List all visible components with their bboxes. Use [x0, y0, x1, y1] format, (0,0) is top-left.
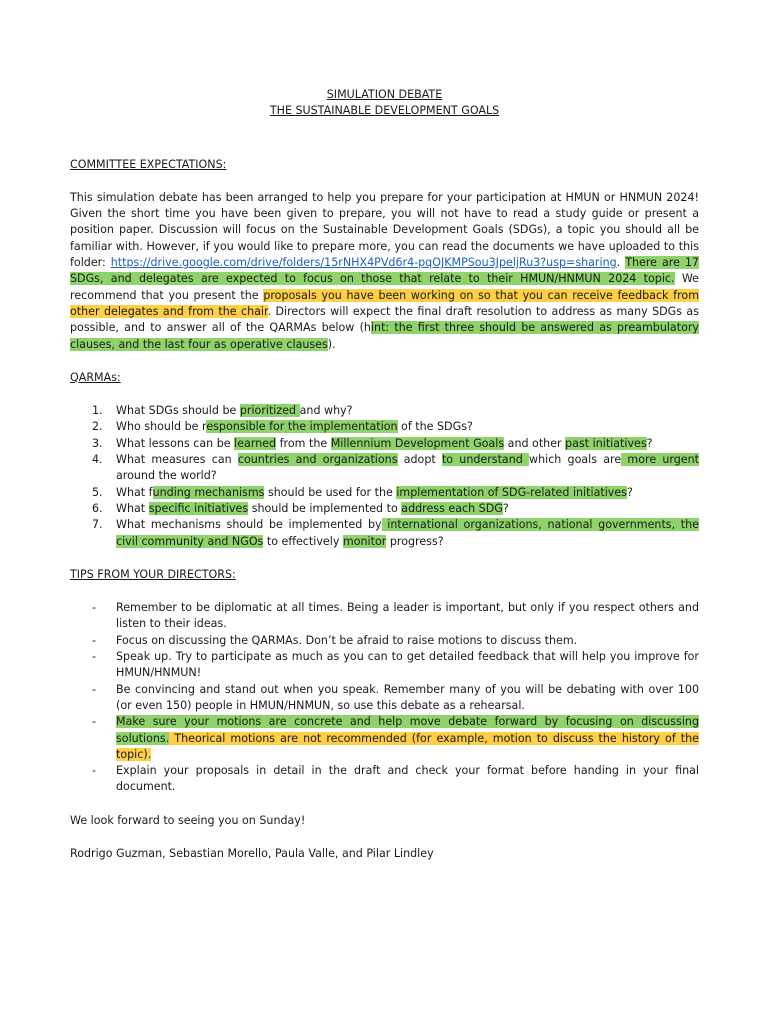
qarma-item-highlight: prioritized	[239, 404, 300, 418]
qarma-item-marker: 4.	[92, 453, 103, 467]
qarma-item-text: of the SDGs?	[397, 420, 473, 434]
qarma-item	[70, 403, 699, 419]
intro-paragraph	[70, 190, 699, 353]
qarma-item-highlight: international organizations, national governments, the civil community and NGOs	[116, 518, 699, 548]
tip-item-text: Speak up. Try to participate as much as you can to get detailed feedback that will help you improve for HMUN/HNMUN!	[116, 650, 699, 680]
tips-list	[70, 600, 699, 796]
qarma-item-text: What lessons can be	[116, 436, 235, 450]
qarma-item-text: should be implemented to	[248, 501, 402, 515]
document-body	[70, 87, 699, 862]
intro-text: This simulation debate has been arranged to help you prepare for your participation at HMUN or HNMUN 2024! Given the short time you have been given to prepare, you will not have to read a study guide or present a position paper. Discussion will focus on the Sustainable Development Goals (SDGs), a topic you should all be familiar with. However, if you would like to prepare more, you can read the documents we have uploaded to this folder:	[70, 190, 699, 270]
tip-item-text: Focus on discussing the QARMAs. Don’t be afraid to raise motions to discuss them.	[116, 633, 578, 647]
qarma-item-highlight: Millennium Development Goals	[330, 436, 505, 450]
qarma-item-text: Who should be r	[116, 420, 207, 434]
qarma-item-text: What	[116, 501, 149, 515]
tip-item-marker: -	[92, 682, 97, 696]
hint-highlight: int: the first three should be answered as preambulatory clauses, and the last four as operative clauses	[70, 321, 699, 351]
qarma-item-highlight: esponsible for the implementation	[206, 420, 398, 434]
qarma-item-marker: 6.	[92, 501, 103, 515]
qarma-item-highlight: address each SDG	[401, 501, 503, 515]
qarma-item-highlight: monitor	[342, 534, 387, 548]
qarma-item-text: progress?	[386, 534, 444, 548]
qarmas-heading: QARMAs:	[70, 370, 121, 384]
tip-item-text: Explain your proposals in detail in the draft and check your format before handing in your final document.	[116, 764, 699, 794]
qarma-item-text: What mechanisms should be implemented by	[116, 518, 382, 532]
qarma-item-text: and other	[504, 436, 566, 450]
qarma-item-marker: 7.	[92, 518, 103, 532]
document-title: SIMULATION DEBATE	[326, 88, 443, 101]
qarma-item-text: around the world?	[116, 469, 217, 483]
qarma-item	[70, 452, 699, 485]
qarma-item-text: ?	[502, 501, 509, 515]
tip-item	[70, 714, 699, 763]
qarma-item-marker: 5.	[92, 485, 103, 499]
qarma-item-text: ?	[646, 436, 653, 450]
tip-item-highlight: Make sure your motions are concrete and help move debate forward by focusing on discussing solutions.	[116, 715, 699, 745]
tip-item	[70, 682, 699, 715]
qarma-item-highlight: more urgent	[621, 453, 700, 467]
qarma-item-text: should be used for the	[264, 485, 397, 499]
recommend-text: We recommend that you present the	[70, 272, 700, 302]
qarma-item-text: What measures can	[116, 453, 238, 467]
qarma-item-highlight: learned	[234, 436, 277, 450]
qarma-item-highlight: unding mechanisms	[152, 485, 265, 499]
qarma-item-text: which goals are	[529, 453, 622, 467]
qarma-item-highlight: past initiatives	[565, 436, 647, 450]
tip-item-marker: -	[92, 601, 97, 615]
proposals-highlight: proposals you have been working on so that you can receive feedback from other delegates and from the chair	[70, 288, 699, 318]
qarma-item-text: ?	[626, 485, 633, 499]
tip-item-text: Remember to be diplomatic at all times. Being a leader is important, but only if you respect others and listen to their ideas.	[116, 601, 699, 631]
qarma-item-text: and why?	[299, 404, 353, 418]
tip-item-marker: -	[92, 715, 97, 729]
qarma-item-highlight: to understand	[441, 453, 530, 467]
tip-item-marker: -	[92, 764, 97, 778]
tip-item-text: Be convincing and stand out when you speak. Remember many of you will be debating with over 100 (or even 150) people in HMUN/HNMUN, so use this debate as a rehearsal.	[116, 682, 699, 712]
qarma-item-text: adopt	[397, 453, 442, 467]
qarma-item-text: What f	[116, 485, 153, 499]
qarma-item-highlight: specific initiatives	[148, 501, 249, 515]
tip-item-highlight: Theorical motions are not recommended (for example, motion to discuss the history of the topic).	[116, 731, 699, 761]
hint-close: ).	[327, 337, 336, 351]
qarma-item-marker: 3.	[92, 436, 103, 450]
qarma-item	[70, 501, 699, 517]
qarma-item	[70, 436, 699, 452]
tip-item-marker: -	[92, 650, 97, 664]
qarmas-list	[70, 403, 699, 550]
qarma-item	[70, 419, 699, 435]
tip-item	[70, 633, 699, 649]
qarma-item-text: What SDGs should be	[116, 404, 240, 418]
tip-item-marker: -	[92, 633, 97, 647]
qarma-item-text: to effectively	[263, 534, 343, 548]
qarma-item-highlight: implementation of SDG-related initiatives	[396, 485, 627, 499]
tip-item	[70, 649, 699, 682]
sdg-count-highlight: There are 17 SDGs, and delegates are expected to focus on those that relate to their HMUN/HNMUN 2024 topic.	[70, 256, 699, 286]
qarma-item	[70, 517, 699, 550]
tip-item	[70, 600, 699, 633]
document-subtitle: THE SUSTAINABLE DEVELOPMENT GOALS	[269, 104, 500, 118]
qarma-item	[70, 485, 699, 501]
tips-heading: TIPS FROM YOUR DIRECTORS:	[70, 567, 236, 581]
qarma-item-marker: 1.	[92, 404, 103, 418]
directors-text: . Directors will expect the final draft resolution to address as many SDGs as possible, and to answer all of the QARMAs below (h	[70, 304, 699, 335]
tip-item	[70, 763, 699, 796]
qarma-item-text: from the	[276, 436, 331, 450]
intro-period: .	[616, 256, 621, 270]
expectations-heading: COMMITTEE EXPECTATIONS:	[70, 157, 227, 171]
drive-folder-link[interactable]: https://drive.google.com/drive/folders/15rNHX4PVd6r4-pqOJKMPSou3JpeljRu3?usp=sharing	[110, 256, 617, 270]
qarma-item-highlight: countries and organizations	[237, 453, 398, 467]
signatures: Rodrigo Guzman, Sebastian Morello, Paula Valle, and Pilar Lindley	[70, 846, 434, 860]
qarma-item-marker: 2.	[92, 420, 103, 434]
closing-line: We look forward to seeing you on Sunday!	[70, 813, 306, 827]
